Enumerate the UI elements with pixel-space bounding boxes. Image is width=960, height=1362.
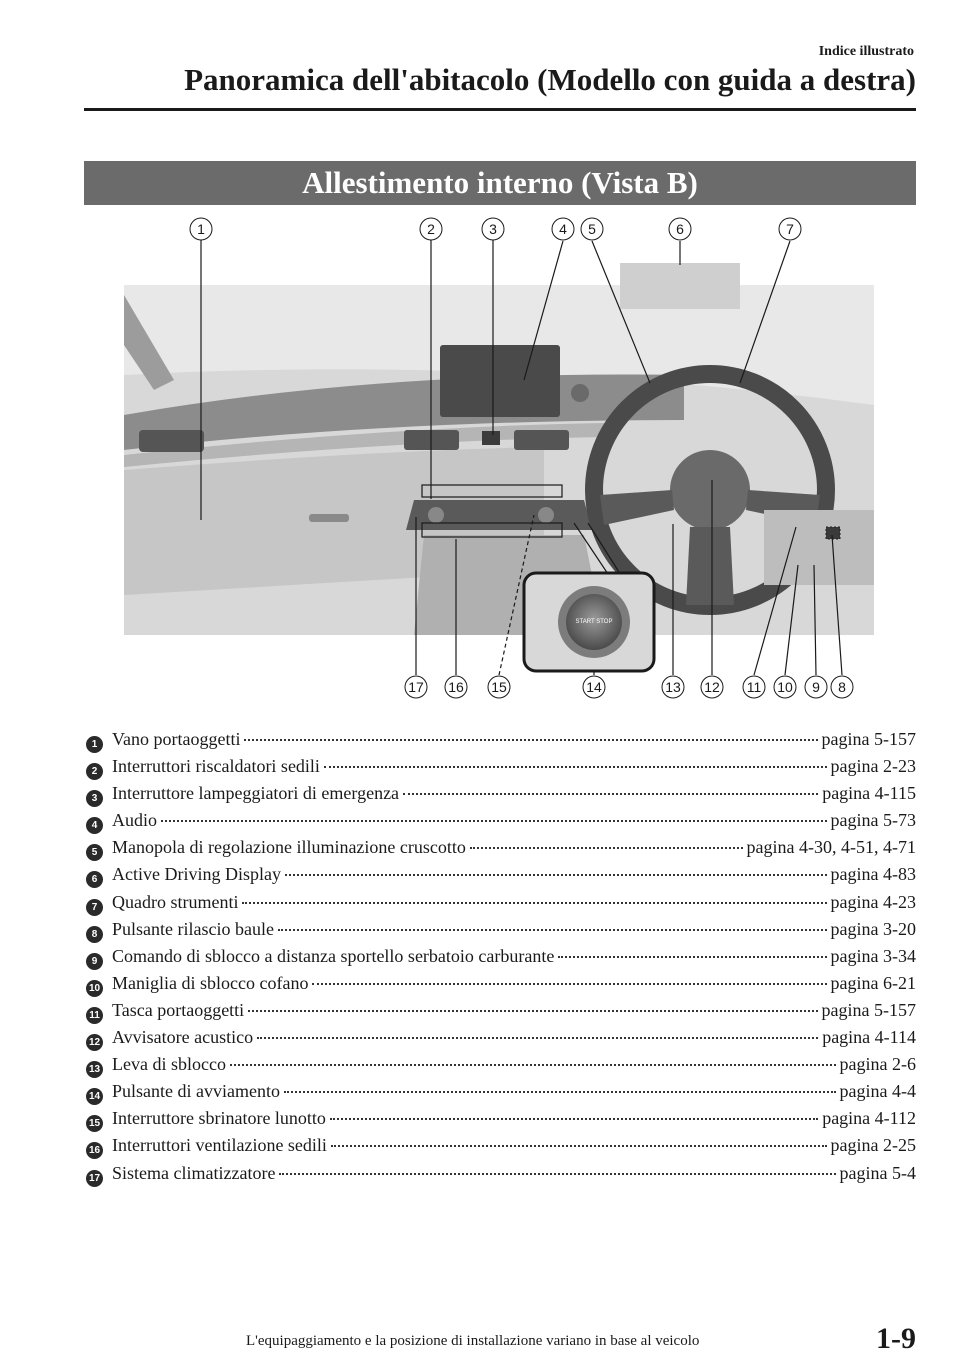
steering-spoke-bottom [686, 527, 734, 605]
legend-item [86, 892, 916, 919]
page-reference: pagina 4-112 [822, 1108, 916, 1129]
steering-hub [670, 450, 750, 530]
legend-label: Comando di sblocco a distanza sportello serbatoio carburante [112, 945, 555, 966]
legend-item [86, 864, 916, 891]
legend-item [86, 946, 916, 973]
legend-number: 6 [86, 871, 103, 888]
legend-item [86, 1081, 916, 1108]
legend-item [86, 1163, 916, 1190]
page-reference: pagina 2-6 [839, 1054, 916, 1075]
leader-dots [330, 1118, 818, 1120]
footer-note: L'equipaggiamento e la posizione di installazione variano in base al veicolo [246, 1333, 700, 1349]
legend-number: 7 [86, 899, 103, 916]
page-reference: pagina 6-21 [830, 972, 916, 993]
legend-number: 16 [86, 1142, 103, 1159]
legend-number: 15 [86, 1115, 103, 1132]
center-vent-right [514, 430, 569, 450]
legend-label: Pulsante di avviamento [112, 1081, 280, 1102]
legend-label: Pulsante rilascio baule [112, 918, 274, 939]
leader-dots [558, 956, 826, 958]
callout-10: 10 [777, 679, 793, 695]
leader-dots [331, 1145, 827, 1147]
left-vent [139, 430, 204, 452]
leader-dots [284, 1091, 836, 1093]
callout-2: 2 [427, 221, 435, 237]
legend-number: 17 [86, 1170, 103, 1187]
hazard-button [482, 431, 500, 445]
legend-label: Sistema climatizzatore [112, 1162, 276, 1183]
legend-label: Vano portaoggetti [112, 729, 241, 749]
start-button-text: START STOP [575, 619, 613, 625]
legend-item [86, 756, 916, 783]
dashboard-illustration [84, 205, 916, 725]
section-kicker: Indice illustrato [818, 44, 914, 59]
page-reference: pagina 4-30, 4-51, 4-71 [746, 837, 916, 858]
page-reference: pagina 2-23 [830, 756, 916, 777]
page-number: 1-9 [876, 1322, 916, 1355]
legend-number: 2 [86, 763, 103, 780]
leader-dots [279, 1173, 835, 1175]
callout-7: 7 [786, 221, 794, 237]
title-rule [84, 108, 916, 111]
legend-label: Leva di sblocco [112, 1054, 226, 1075]
legend-item [86, 919, 916, 946]
legend-label: Interruttori riscaldatori sedili [112, 756, 320, 777]
legend-item [86, 729, 916, 756]
glovebox-handle [309, 514, 349, 522]
leader-dots [312, 983, 826, 985]
legend-label: Manopola di regolazione illuminazione cruscotto [112, 837, 466, 858]
legend-label: Tasca portaoggetti [112, 999, 245, 1020]
legend-number: 9 [86, 953, 103, 970]
legend-number: 14 [86, 1088, 103, 1105]
page-reference: pagina 4-23 [830, 891, 916, 912]
legend-item [86, 973, 916, 1000]
legend-number: 8 [86, 926, 103, 943]
section-banner-title: Allestimento interno (Vista B) [302, 165, 698, 200]
leader-dots [324, 766, 827, 768]
climate-knob-left [428, 507, 444, 523]
page-title: Panoramica dell'abitacolo (Modello con guida a destra) [184, 62, 916, 97]
leader-dots [257, 1037, 818, 1039]
section-banner [84, 161, 916, 205]
page-reference: pagina 4-83 [830, 864, 916, 885]
page-reference: pagina 3-34 [830, 945, 916, 966]
legend-label: Active Driving Display [112, 864, 281, 885]
leader-dots [242, 902, 826, 904]
dimmer-knob [571, 384, 589, 402]
leader-dots [161, 820, 827, 822]
callout-16: 16 [448, 679, 464, 695]
dashboard-figure [84, 205, 916, 725]
legend-number: 3 [86, 790, 103, 807]
legend-item [86, 1054, 916, 1081]
callout-8: 8 [838, 679, 846, 695]
legend-item [86, 1000, 916, 1027]
callout-numbers-bottom [405, 676, 853, 698]
legend-item [86, 810, 916, 837]
leader-dots [403, 793, 818, 795]
page-reference: pagina 4-115 [822, 783, 916, 804]
legend-number: 1 [86, 736, 103, 753]
legend-label: Quadro strumenti [112, 891, 239, 912]
callout-1: 1 [197, 221, 205, 237]
callout-5: 5 [588, 221, 596, 237]
callout-3: 3 [489, 221, 497, 237]
callout-9: 9 [812, 679, 820, 695]
leader-dots [285, 874, 827, 876]
leader-dots [278, 929, 827, 931]
right-panel [764, 510, 874, 585]
legend-item [86, 783, 916, 810]
trunk-button-box [826, 527, 840, 539]
leader-dots [248, 1010, 817, 1012]
legend-number: 5 [86, 844, 103, 861]
callout-6: 6 [676, 221, 684, 237]
legend-item [86, 1108, 916, 1135]
legend-label: Interruttore sbrinatore lunotto [112, 1108, 326, 1129]
climate-knob-right [538, 507, 554, 523]
legend-label: Avvisatore acustico [112, 1027, 254, 1048]
page-reference: pagina 2-25 [830, 1135, 916, 1156]
legend-number: 13 [86, 1061, 103, 1078]
legend-number: 12 [86, 1034, 103, 1051]
page-reference: pagina 4-114 [822, 1027, 916, 1048]
legend-item [86, 837, 916, 864]
callout-14: 14 [586, 679, 602, 695]
page-reference: pagina 5-73 [830, 810, 916, 831]
legend-label: Maniglia di sblocco cofano [112, 972, 309, 993]
callout-13: 13 [665, 679, 681, 695]
legend-number: 10 [86, 980, 103, 997]
center-display [440, 345, 560, 417]
leader-dots [470, 847, 743, 849]
page-reference: pagina 5-4 [839, 1162, 916, 1183]
legend-item [86, 1135, 916, 1162]
page-reference: pagina 3-20 [830, 918, 916, 939]
legend-number: 11 [86, 1007, 103, 1024]
active-driving-display-panel [620, 263, 740, 309]
legend-item [86, 1027, 916, 1054]
page-reference: pagina 5-157 [821, 999, 916, 1020]
page-reference: pagina 4-4 [839, 1081, 916, 1102]
legend-list [86, 729, 916, 1190]
callout-12: 12 [704, 679, 720, 695]
legend-label: Audio [112, 810, 157, 831]
legend-number: 4 [86, 817, 103, 834]
page-reference: pagina 5-157 [821, 729, 916, 749]
callout-numbers-top [190, 218, 801, 240]
legend-label: Interruttori ventilazione sedili [112, 1135, 327, 1156]
leader-dots [244, 739, 817, 741]
leader-dots [230, 1064, 836, 1066]
legend-label: Interruttore lampeggiatori di emergenza [112, 783, 400, 804]
callout-4: 4 [559, 221, 567, 237]
callout-17: 17 [408, 679, 424, 695]
callout-11: 11 [746, 679, 762, 695]
callout-15: 15 [491, 679, 507, 695]
